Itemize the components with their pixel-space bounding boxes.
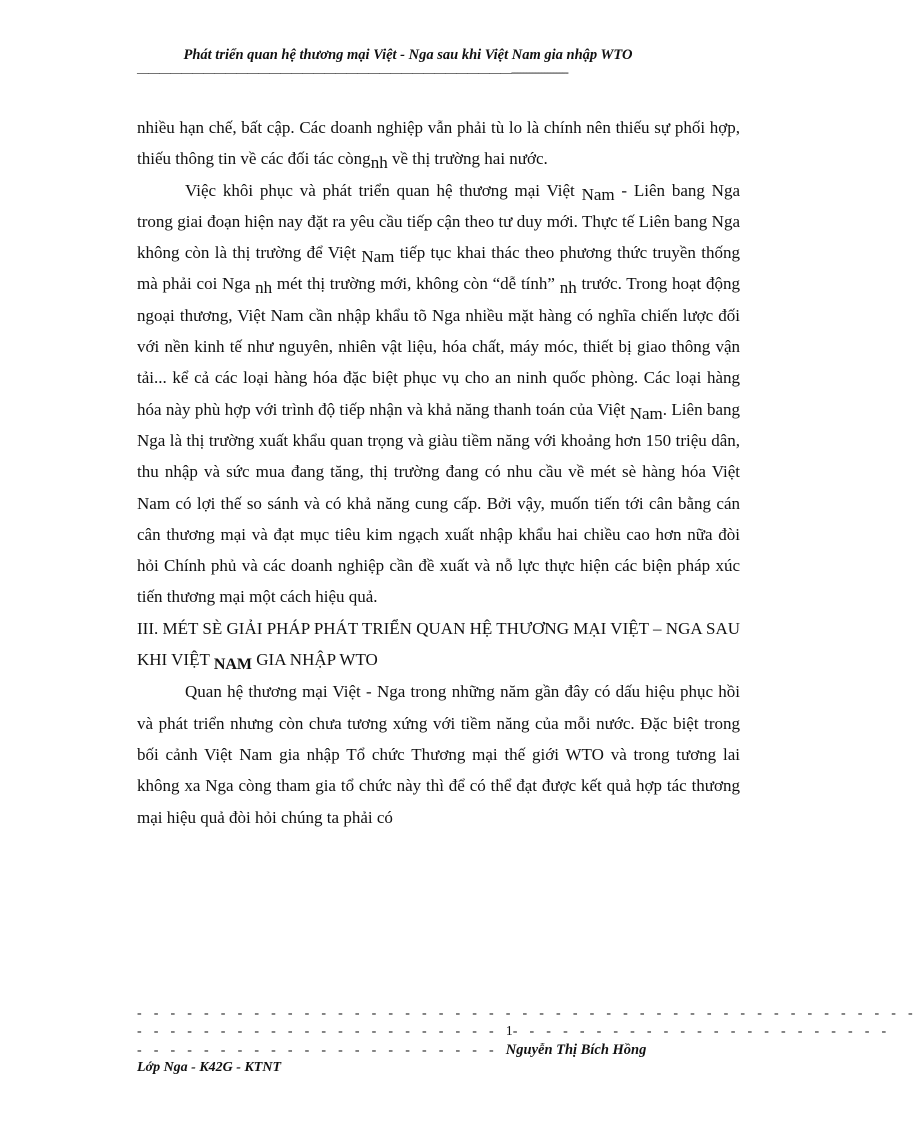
paragraph-3: Quan hệ thương mại Việt - Nga trong những năm gần đây có dấu hiệu phục hồi và phát triển nhưng còn chưa tương xứng với tiềm năng của mỗi nước. Đặc biệt trong bối cảnh Việt Nam gia nhập Tổ chức Thương mại thế giới WTO và trong tương lai không xa Nga còng tham gia tổ chức này thì để có thể đạt được kết quả hợp tác thương mại hiệu quả đòi hỏi chúng ta phải có [137,682,740,827]
text-run: Nam [629,403,663,423]
text-run: nh [255,278,273,298]
page-header-title: Phát triển quan hệ thương mại Việt - Nga sau khi Việt Nam gia nhập WTO [183,47,633,63]
footer-dash-line-2 [137,1024,891,1040]
text-run: trước. Trong hoạt động ngoại thương, Việt Nam cần nhập khẩu tõ Nga nhiều mặt hàng có nghĩa chiến lược đối với nền kinh tế như nguyên, nhiên vật liệu, hóa chất, máy móc, thiết bị giao thông vận tải... kể cả các loại hàng hóa đặc biệt phục vụ cho an ninh quốc phòng. Các loại hàng hóa này phù hợp với trình độ tiếp nhận và khả năng thanh toán của Việt [137,274,740,419]
text-run: Nam [361,247,395,267]
paragraph-2 [137,175,740,613]
section-heading [137,613,740,677]
text-run: GIA NHẬP WTO [252,650,378,670]
text-run: III. MÉT SÈ GIẢI PHÁP PHÁT TRIỂN QUAN HỆ THƯƠNG MẠI VIỆT – NGA SAU KHI VIỆT [137,618,740,670]
text-run: mét thị trường mới, không còn “dễ tính” [272,274,560,294]
text-run: - - - - - - - - - - - - - - - - - - - - - - [137,1024,506,1039]
paragraph-1 [137,112,740,175]
text-run: - - - - - - - - - - - - - - - - - - - - - - - [512,1024,891,1039]
text-run: nh [370,153,388,173]
text-run: nh [559,278,577,298]
document-body [137,112,740,833]
text-run: - - - - - - - - - - - - - - - - - - - - - - [137,1043,506,1058]
text-run: Nam [581,184,615,204]
author-name: Nguyễn Thị Bích Hồng [505,1042,647,1058]
class-label: Lớp Nga - K42G - KTNT [137,1060,281,1075]
page-header-rule: ——————————————————————————————————------------------- [137,65,568,79]
page-number: 1 [505,1024,513,1039]
text-run: về thị trường hai nước. [387,149,548,169]
text-run: . Liên bang Nga là thị trường xuất khẩu quan trọng và giàu tiềm năng với khoảng hơn 150 triệu dân, thu nhập và sức mua đang tăng, thị trường đang có nhu cầu về mét sè hàng hóa Việt Nam có lợi thế so sánh và có khả năng cung cấp. Bởi vậy, muốn tiến tới cân bằng cán cân thương mại và đạt mục tiêu kim ngạch xuất nhập khẩu hai chiều cao hơn nữa đòi hỏi Chính phủ và các doanh nghiệp cần đề xuất và nỗ lực thực hiện các biện pháp xúc tiến thương mại một cách hiệu quả. [137,399,740,607]
text-run: nhiều hạn chế, bất cập. Các doanh nghiệp vẫn phải tù lo là chính nên thiếu sự phối hợp, thiếu thông tin về các đối tác còng [137,118,740,169]
text-run: tiếp tục khai thác theo phương thức truyền thống mà phải coi Nga [137,243,740,294]
text-run: Việc khôi phục và phát triển quan hệ thương mại Việt [185,180,582,200]
text-run: - Liên bang Nga trong giai đoạn hiện nay đặt ra yêu cầu tiếp cận theo tư duy mới. Thực tế Liên bang Nga không còn là thị trường để Việt [137,180,740,263]
text-run: NAM [213,656,253,674]
footer-dash-line-1: - - - - - - - - - - - - - - - - - - - - - - - - - - - - - - - - - - - - - - - - - - - - - - - [137,1006,917,1021]
footer-author-line [137,1041,737,1060]
